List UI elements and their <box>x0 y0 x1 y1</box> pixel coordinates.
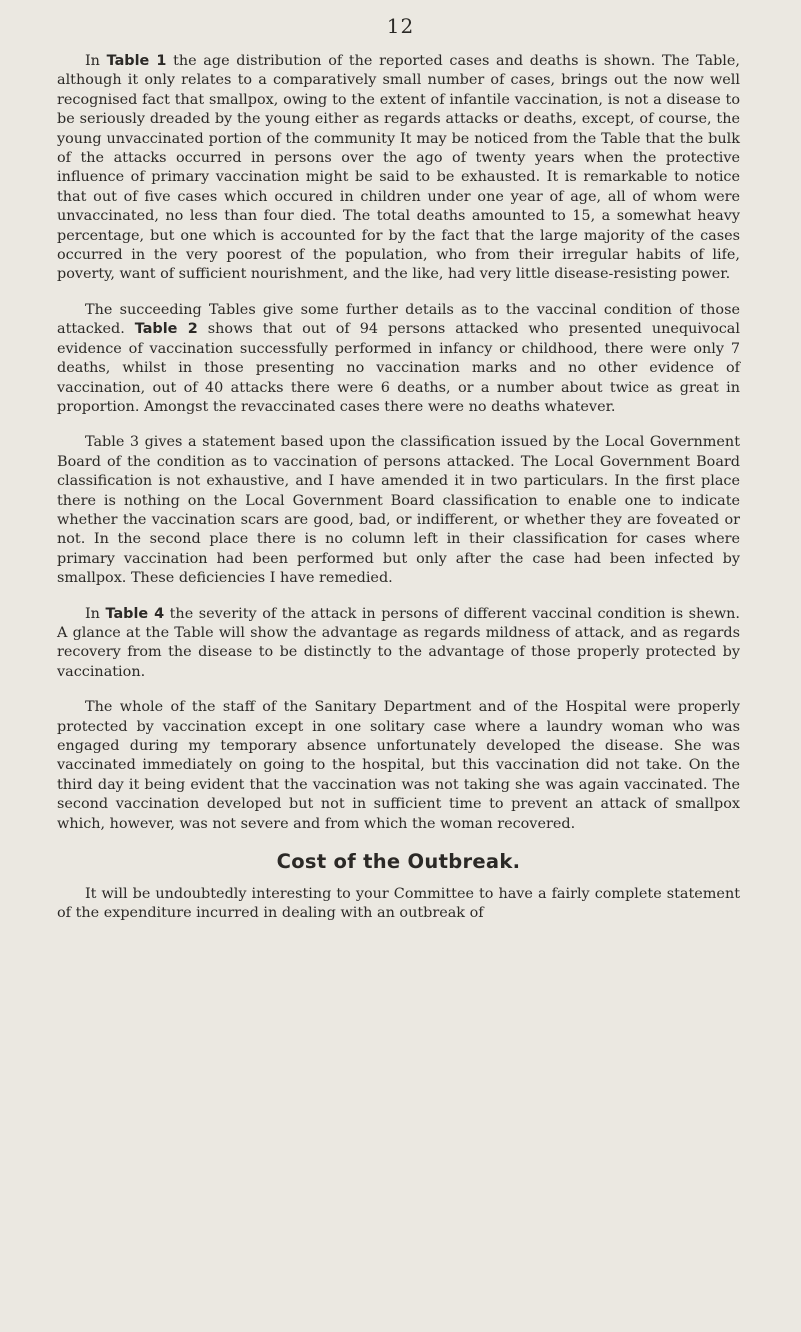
paragraph-text: shows that out of 94 persons attacked who presented unequivocal evidence of vaccination successfully performed in infancy or childhood, there were only 7 deaths, whilst in those presenting no vaccination marks and no other evidence of vaccination, out of 40 attacks there were 6 deaths, or a number about twice as great in proportion. Amongst the revaccinated cases there were no deaths whatever. <box>57 321 740 415</box>
body-text <box>57 52 740 940</box>
section-heading: Cost of the Outbreak. <box>276 850 521 874</box>
paragraph-classification <box>57 433 740 588</box>
paragraph-text: In <box>85 53 107 69</box>
paragraph-age-distribution <box>57 52 740 285</box>
table-2-reference: Table 2 <box>134 321 198 338</box>
paragraph-severity <box>57 605 740 683</box>
paragraph-text: The whole of the staff of the Sanitary Department and of the Hospital were properly protected by vaccination except in one solitary case where a laundry woman who was engaged during my temporary absence unfortunately developed the disease. She was vaccinated immediately on going to the hospital, but this vaccination did not take. On the third day it being evident that the vaccination was not taking she was again vaccinated. The second vaccination developed but not in sufficient time to prevent an attack of smallpox which, however, was not severe and from which the woman recovered. <box>57 699 740 832</box>
table-1-reference: Table 1 <box>106 53 167 69</box>
paragraph-text: In <box>85 605 106 622</box>
paragraph-vaccinal-condition <box>57 301 740 417</box>
paragraph-text: Table 3 gives a statement based upon the classification issued by the Local Government Board of the condition as to vaccination of persons attacked. The Local Government Board classification is not exhaustive, and I have amended it in two particulars. In the first place there is nothing on the Local Government Board classification to enable one to indicate whether the vaccination scars are good, bad, or indifferent, or whether they are foveated or not. In the second place there is no column left in their classification for cases where primary vaccination had been performed but only after the case had been infected by smallpox. These deficiencies I have remedied. <box>57 434 740 587</box>
paragraph-text: the severity of the attack in persons of different vaccinal condition is shewn. A glance at the Table will show the advantage as regards mildness of attack, and as regards recovery from the disease to be distinctly to the advantage of those properly protected by vaccination. <box>57 605 740 680</box>
paragraph-text: The succeeding Tables give some further details as to the vaccinal condition of those attacked. <box>57 301 740 338</box>
paragraph-staff-protection <box>57 698 740 834</box>
paragraph-text: the age distribution of the reported cases and deaths is shown. The Table, although it only relates to a comparatively small number of cases, brings out the now well recognised fact that smallpox, owing to the extent of infantile vaccination, is not a disease to be seriously dreaded by the young either as regards attacks or deaths, except, of course, the young unvaccinated portion of the community It may be noticed from the Table that the bulk of the attacks occurred in persons over the ago of twenty years when the protective influence of primary vaccination might be said to be exhausted. It is remarkable to notice that out of five cases which occured in children under one year of age, all of whom were unvaccinated, no less than four died. The total deaths amounted to 15, a somewhat heavy percentage, but one which is accounted for by the fact that the large majority of the cases occurred in the very poorest of the population, who from their irregular habits of life, poverty, want of sufficient nourishment, and the like, had very little disease-resisting power. <box>57 53 740 283</box>
table-4-reference: Table 4 <box>105 605 165 622</box>
page-number: 12 <box>386 14 415 38</box>
paragraph-cost-intro: It will be undoubtedly interesting to your Committee to have a fairly complete statement of the expenditure incurred in dealing with an outbreak of <box>57 886 740 922</box>
